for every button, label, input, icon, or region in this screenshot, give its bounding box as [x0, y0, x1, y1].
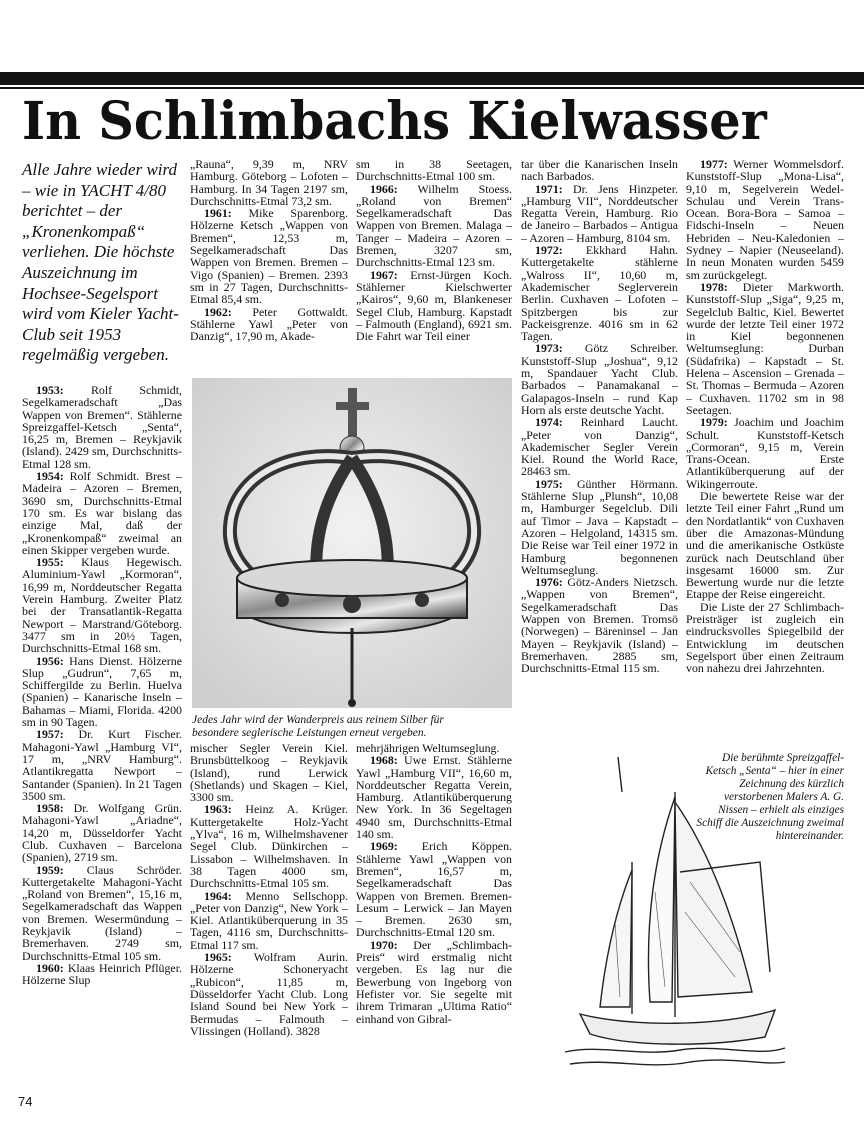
- award-entry: [521, 416, 678, 477]
- award-text: Mike Sparenborg. Hölzerne Ketsch „Wappen von Bremen“, 12,53 m, Segelkameradschaft Das Wappen von Bremen. Bremen – Vigo (Spanien) – Bremen. 2393 sm in 27 Tagen, Durchschnitts-Etmal 85,4 sm.: [190, 206, 348, 307]
- award-year: 1962:: [204, 304, 232, 319]
- award-year: 1970:: [370, 937, 398, 952]
- award-entry: [521, 342, 678, 416]
- award-entry: [190, 207, 348, 305]
- award-text: Ernst-Jürgen Koch. Stählerner Kielschwerter „Kairos“, 9,60 m, Blankeneser Segel Club, Hamburg. Kapstadt – Falmouth (England), 6921 sm. Die Fahrt war Teil einer: [356, 267, 512, 344]
- award-text: mischer Segler Verein Kiel. Brunsbüttelkoog – Reykjavik (Island), rund Lerwick (Shetlands) und Skagen – Kiel, 3300 sm.: [190, 741, 348, 805]
- award-entry: [686, 281, 844, 416]
- award-text: Dr. Jens Hinzpeter. „Hamburg VII“, Norddeutscher Regatta Verein, Hamburg. Rio de Janeiro – Barbados – Antigua – Azoren – Hamburg, 8104 sm.: [521, 181, 678, 245]
- award-year: 1958:: [36, 801, 64, 816]
- text-column-5: [686, 158, 844, 674]
- award-year: 1960:: [36, 960, 64, 975]
- award-text: Die Liste der 27 Schlimbach-Preisträger ist zugleich ein eindrucksvolles Spiegelbild der Entwicklung im deutschen Segelsport über einen Zeitraum von nahezu drei Jahrzehnten.: [686, 599, 844, 676]
- award-entry: [190, 803, 348, 889]
- award-entry: [686, 490, 844, 601]
- award-text: Claus Schröder. Kuttergetakelte Mahagoni-Yacht „Roland von Bremen“, 15,16 m, Segelkameradschaft das Wappen von Bremen. Wesermündung – Reykjavik (Island) – Bremerhaven. 2749 sm, Durchschnitts-Etmal 105 sm.: [22, 862, 182, 963]
- award-year: 1968:: [370, 753, 398, 768]
- award-entry: [22, 864, 182, 962]
- award-text: tar über die Kanarischen Inseln nach Barbados.: [521, 157, 678, 184]
- award-text: „Rauna“, 9,39 m, NRV Hamburg. Göteborg – Lofoten – Hamburg. In 34 Tagen 2197 sm, Durchschnitts-Etmal 73,2 sm.: [190, 157, 348, 208]
- award-entry: [521, 244, 678, 342]
- header-rule-thin: [0, 87, 864, 89]
- boat-caption: Die berühmte Spreizgaffel-Ketsch „Senta“ – hier in einer Zeichnung des kürzlich verstorbenen Malers A. G. Nissen – erhielt als einziges Schiff die Auszeichnung zweimal hintereinander.: [696, 752, 844, 842]
- article-title: In Schlimbachs Kielwasser: [22, 91, 767, 152]
- award-text: Die bewertete Reise war der letzte Teil einer Fahrt „Rund um den Nordatlantik“ von Cuxhaven über die Amazonas-Mündung und die amerikanische Ostküste zurück nach Deutschland über insgesamt 16000 sm. Zur Bewertung wurde nur die letzte Etappe der Reise eingereicht.: [686, 489, 844, 602]
- award-text: Dieter Markworth. Kunststoff-Slup „Siga“, 9,25 m, Segelclub Baltic, Kiel. Bewertet wurde der letzte Teil einer 1972 in Kiel begonnenen Weltumseglung: Durban (Südafrika) – Kapstadt – St. Helena – Ascension – Grenada – St. Thomas – Bermuda – Azoren – Cuxhaven. 11702 sm in 98 Seetagen.: [686, 279, 844, 417]
- award-text: Klaus Hegewisch. Aluminium-Yawl „Kormoran“, 16,99 m, Norddeutscher Regatta Verein Hamburg. Zweiter Platz bei der Transatlantik-Regatta Newport – Marstrand/Göteborg. 3477 sm in 20½ Tagen, Durchschnitts-Etmal 168 sm.: [22, 555, 182, 656]
- crown-photo: [192, 378, 512, 708]
- award-text: Wolfram Aurin. Hölzerne Schoneryacht „Rubicon“, 11,85 m, Düsseldorfer Yacht Club. Long Island Sound bei New York – Bermudas – Falmouth – Vlissingen (Holland). 3828: [190, 950, 348, 1038]
- award-text: mehrjährigen Weltumseglung.: [356, 741, 500, 755]
- award-entry: [521, 183, 678, 244]
- award-year: 1973:: [535, 341, 563, 356]
- award-text: Rolf Schmidt, Segelkameradschaft „Das Wappen von Bremen“. Stählerne Spreizgaffel-Ketsch „Senta“, 16,25 m, Bremen – Reykjavik (Island). 2429 sm, Durchschnitts-Etmal 128 sm.: [22, 383, 182, 471]
- award-text: Dr. Wolfgang Grün. Mahagoni-Yawl „Ariadne“, 14,20 m, Düsseldorfer Yacht Club. Cuxhaven – Barcelona (Spanien), 2719 sm.: [22, 801, 182, 865]
- award-entry: [22, 802, 182, 863]
- award-entry: [22, 728, 182, 802]
- award-entry: [521, 158, 678, 183]
- award-text: Erich Köppen. Stählerne Yawl „Wappen von Bremen“, 16,57 m, Segelkameradschaft Das Wappen von Bremen. Bremen-Lesum – Lerwick – Jan Mayen – Bremen. 2630 sm, Durchschnitts-Etmal 120 sm.: [356, 839, 512, 940]
- award-year: 1971:: [535, 181, 563, 196]
- award-year: 1975:: [535, 476, 563, 491]
- award-text: Rolf Schmidt. Brest – Madeira – Azoren – Bremen, 3690 sm, Durchschnitts-Etmal 170 sm. Es war bislang das einzige Mal, daß der „Kronenkompaß“ zweimal an einen Skipper vergeben wurde.: [22, 469, 182, 557]
- award-year: 1953:: [36, 383, 64, 397]
- award-text: Peter Gottwaldt. Stählerne Yawl „Peter von Danzig“, 17,90 m, Akade-: [190, 304, 348, 344]
- award-year: 1961:: [204, 206, 232, 221]
- award-entry: [190, 306, 348, 343]
- award-text: Klaas Heinrich Pflüger. Hölzerne Slup: [22, 960, 182, 988]
- page-number: 74: [18, 1094, 33, 1109]
- award-text: Hans Dienst. Hölzerne Slup „Gudrun“, 7,65 m, Schiffergilde zu Berlin. Huelva (Spanien) – Kanarische Inseln – Bahamas – Miami, Florida. 4200 sm in 90 Tagen.: [22, 653, 182, 730]
- award-text: Uwe Ernst. Stählerne Yawl „Hamburg VII“, 16,60 m, Norddeutscher Regatta Verein, Hamburg. Atlantiküberquerung New York. In 36 Segeltagen 4940 sm, Durchschnitts-Etmal 140 sm.: [356, 753, 512, 842]
- award-entry: [22, 655, 182, 729]
- award-text: Götz-Anders Nietzsch. „Wappen von Bremen“, Segelkameradschaft Das Wappen von Bremen. Tromsö (Norwegen) – Bäreninsel – Jan Mayen – Reykjavik (Island) – Bremerhaven. 2885 sm, Durchschnitts-Etmal 115 sm.: [521, 575, 678, 676]
- text-column-4-top: [521, 158, 678, 674]
- award-year: 1957:: [36, 727, 64, 742]
- award-text: Joachim und Joachim Schult. Kunststoff-Ketsch „Cormoran“, 9,15 m, Verein Trans-Ocean. Erste Atlantiküberquerung auf der Wikingerroute.: [686, 415, 844, 491]
- award-entry: [356, 183, 512, 269]
- award-text: Ekkhard Hahn. Kuttergetakelte stählerne „Walross II“, 10,60 m, Akademischer Seglerverein Berlin. Cuxhaven – Lofoten – Spitzbergen bis zur Packeisgrenze. 4016 sm in 62 Tagen.: [521, 243, 678, 344]
- crown-caption: Jedes Jahr wird der Wanderpreis aus reinem Silber für besondere seglerische Leistungen erneut vergeben.: [192, 714, 444, 740]
- award-year: 1969:: [370, 839, 398, 854]
- award-text: Götz Schreiber. Kunststoff-Slup „Joshua“, 9,12 m, Spandauer Yacht Club. Barbados – Panamakanal – Galapagos-Inseln – rund Kap Horn als erste deutsche Yacht.: [521, 341, 678, 417]
- award-year: 1972:: [535, 243, 563, 258]
- award-year: 1966:: [370, 181, 398, 196]
- text-column-2-bottom: [190, 742, 348, 1037]
- award-text: Heinz A. Krüger. Kuttergetakelte Holz-Yacht „Ylva“, 16 m, Wilhelmshavener Segel Club. Dünkirchen – Lissabon – Wilhelmshaven. In 38 Tagen 4000 sm, Durchschnitts-Etmal 105 sm.: [190, 802, 348, 891]
- award-entry: [190, 158, 348, 207]
- award-entry: [22, 470, 182, 556]
- award-entry: [686, 416, 844, 490]
- award-text: sm in 38 Seetagen, Durchschnitts-Etmal 100 sm.: [356, 157, 512, 184]
- award-year: 1956:: [36, 653, 64, 668]
- text-column-3-bottom: [356, 742, 512, 1025]
- award-entry: [190, 890, 348, 951]
- award-entry: [356, 754, 512, 840]
- award-entry: [686, 158, 844, 281]
- header-rule: [0, 72, 864, 85]
- award-year: 1965:: [204, 950, 232, 965]
- award-text: Reinhard Laucht. „Peter von Danzig“, Akademischer Segler Verein Kiel. Round the World Race, 28463 sm.: [521, 415, 678, 479]
- award-year: 1976:: [535, 575, 563, 590]
- award-year: 1963:: [204, 802, 232, 817]
- award-entry: [521, 576, 678, 674]
- article-lead: Alle Jahre wieder wird – wie in YACHT 4/80 berichtet – der „Kronenkompaß“ verliehen. Die höchste Auszeichnung im Hochsee-Segelsport wird vom Kieler Yacht-Club seit 1953 regelmäßig vergeben.: [22, 160, 179, 365]
- award-year: 1964:: [204, 888, 232, 903]
- award-entry: [356, 269, 512, 343]
- award-text: Wilhelm Stoess. „Roland von Bremen“ Segelkameradschaft Das Wappen von Bremen. Malaga – Tanger – Madeira – Azoren – Bremen, 3207 sm, Durchschnitts-Etmal 123 sm.: [356, 181, 512, 270]
- award-text: Menno Sellschopp. „Peter von Danzig“, New York – Kiel. Atlantiküberquerung in 35 Tagen, 4116 sm, Durchschnitts-Etmal 117 sm.: [190, 888, 348, 952]
- award-year: 1979:: [700, 415, 728, 430]
- award-entry: [190, 951, 348, 1037]
- text-column-1: [22, 384, 182, 987]
- award-entry: [22, 962, 182, 987]
- text-column-3-top: [356, 158, 512, 342]
- award-entry: [521, 478, 678, 576]
- award-entry: [356, 840, 512, 938]
- award-year: 1967:: [370, 267, 398, 282]
- award-year: 1978:: [700, 279, 728, 294]
- award-entry: [190, 742, 348, 803]
- award-year: 1954:: [36, 469, 64, 484]
- award-year: 1977:: [700, 157, 728, 171]
- award-year: 1959:: [36, 862, 64, 877]
- award-text: Der „Schlimbach-Preis“ wird erstmalig nicht vergeben. Es lag nur die Bewerbung von Ingeborg von Hefister vor. Sie segelte mit ihrem Trimaran „Ultima Ratio“ einhand von Gibral-: [356, 937, 512, 1026]
- award-year: 1955:: [36, 555, 64, 570]
- text-column-2-top: [190, 158, 348, 342]
- award-entry: [686, 601, 844, 675]
- award-text: Werner Wommelsdorf. Kunststoff-Slup „Mona-Lisa“, 9,10 m, Segelverein Wedel-Schulau und Verein Trans-Ocean. Bora-Bora – Samoa – Fidschi-Inseln – Neuen Hebriden – Neu-Kaledonien – Sydney – Napier (Neuseeland). In neun Monaten wurden 5459 sm zurückgelegt.: [686, 157, 844, 282]
- award-entry: [356, 158, 512, 183]
- award-text: Günther Hörmann. Stählerne Slup „Plunsh“, 10,08 m, Hamburger Segelclub. Dili auf Timor – Java – Kapstadt – Azoren – Helgoland, 14315 sm. Die Reise war Teil einer 1972 in Hamburg begonnenen Weltumseglung.: [521, 476, 678, 577]
- award-year: 1974:: [535, 415, 563, 430]
- award-entry: [22, 556, 182, 654]
- award-entry: [22, 384, 182, 470]
- award-text: Dr. Kurt Fischer. Mahagoni-Yawl „Hamburg VI“, 17 m, „NRV Hamburg“. Atlantikregatta Newport – Santander (Spanien). In 21 Tagen 3500 sm.: [22, 727, 182, 803]
- award-entry: [356, 939, 512, 1025]
